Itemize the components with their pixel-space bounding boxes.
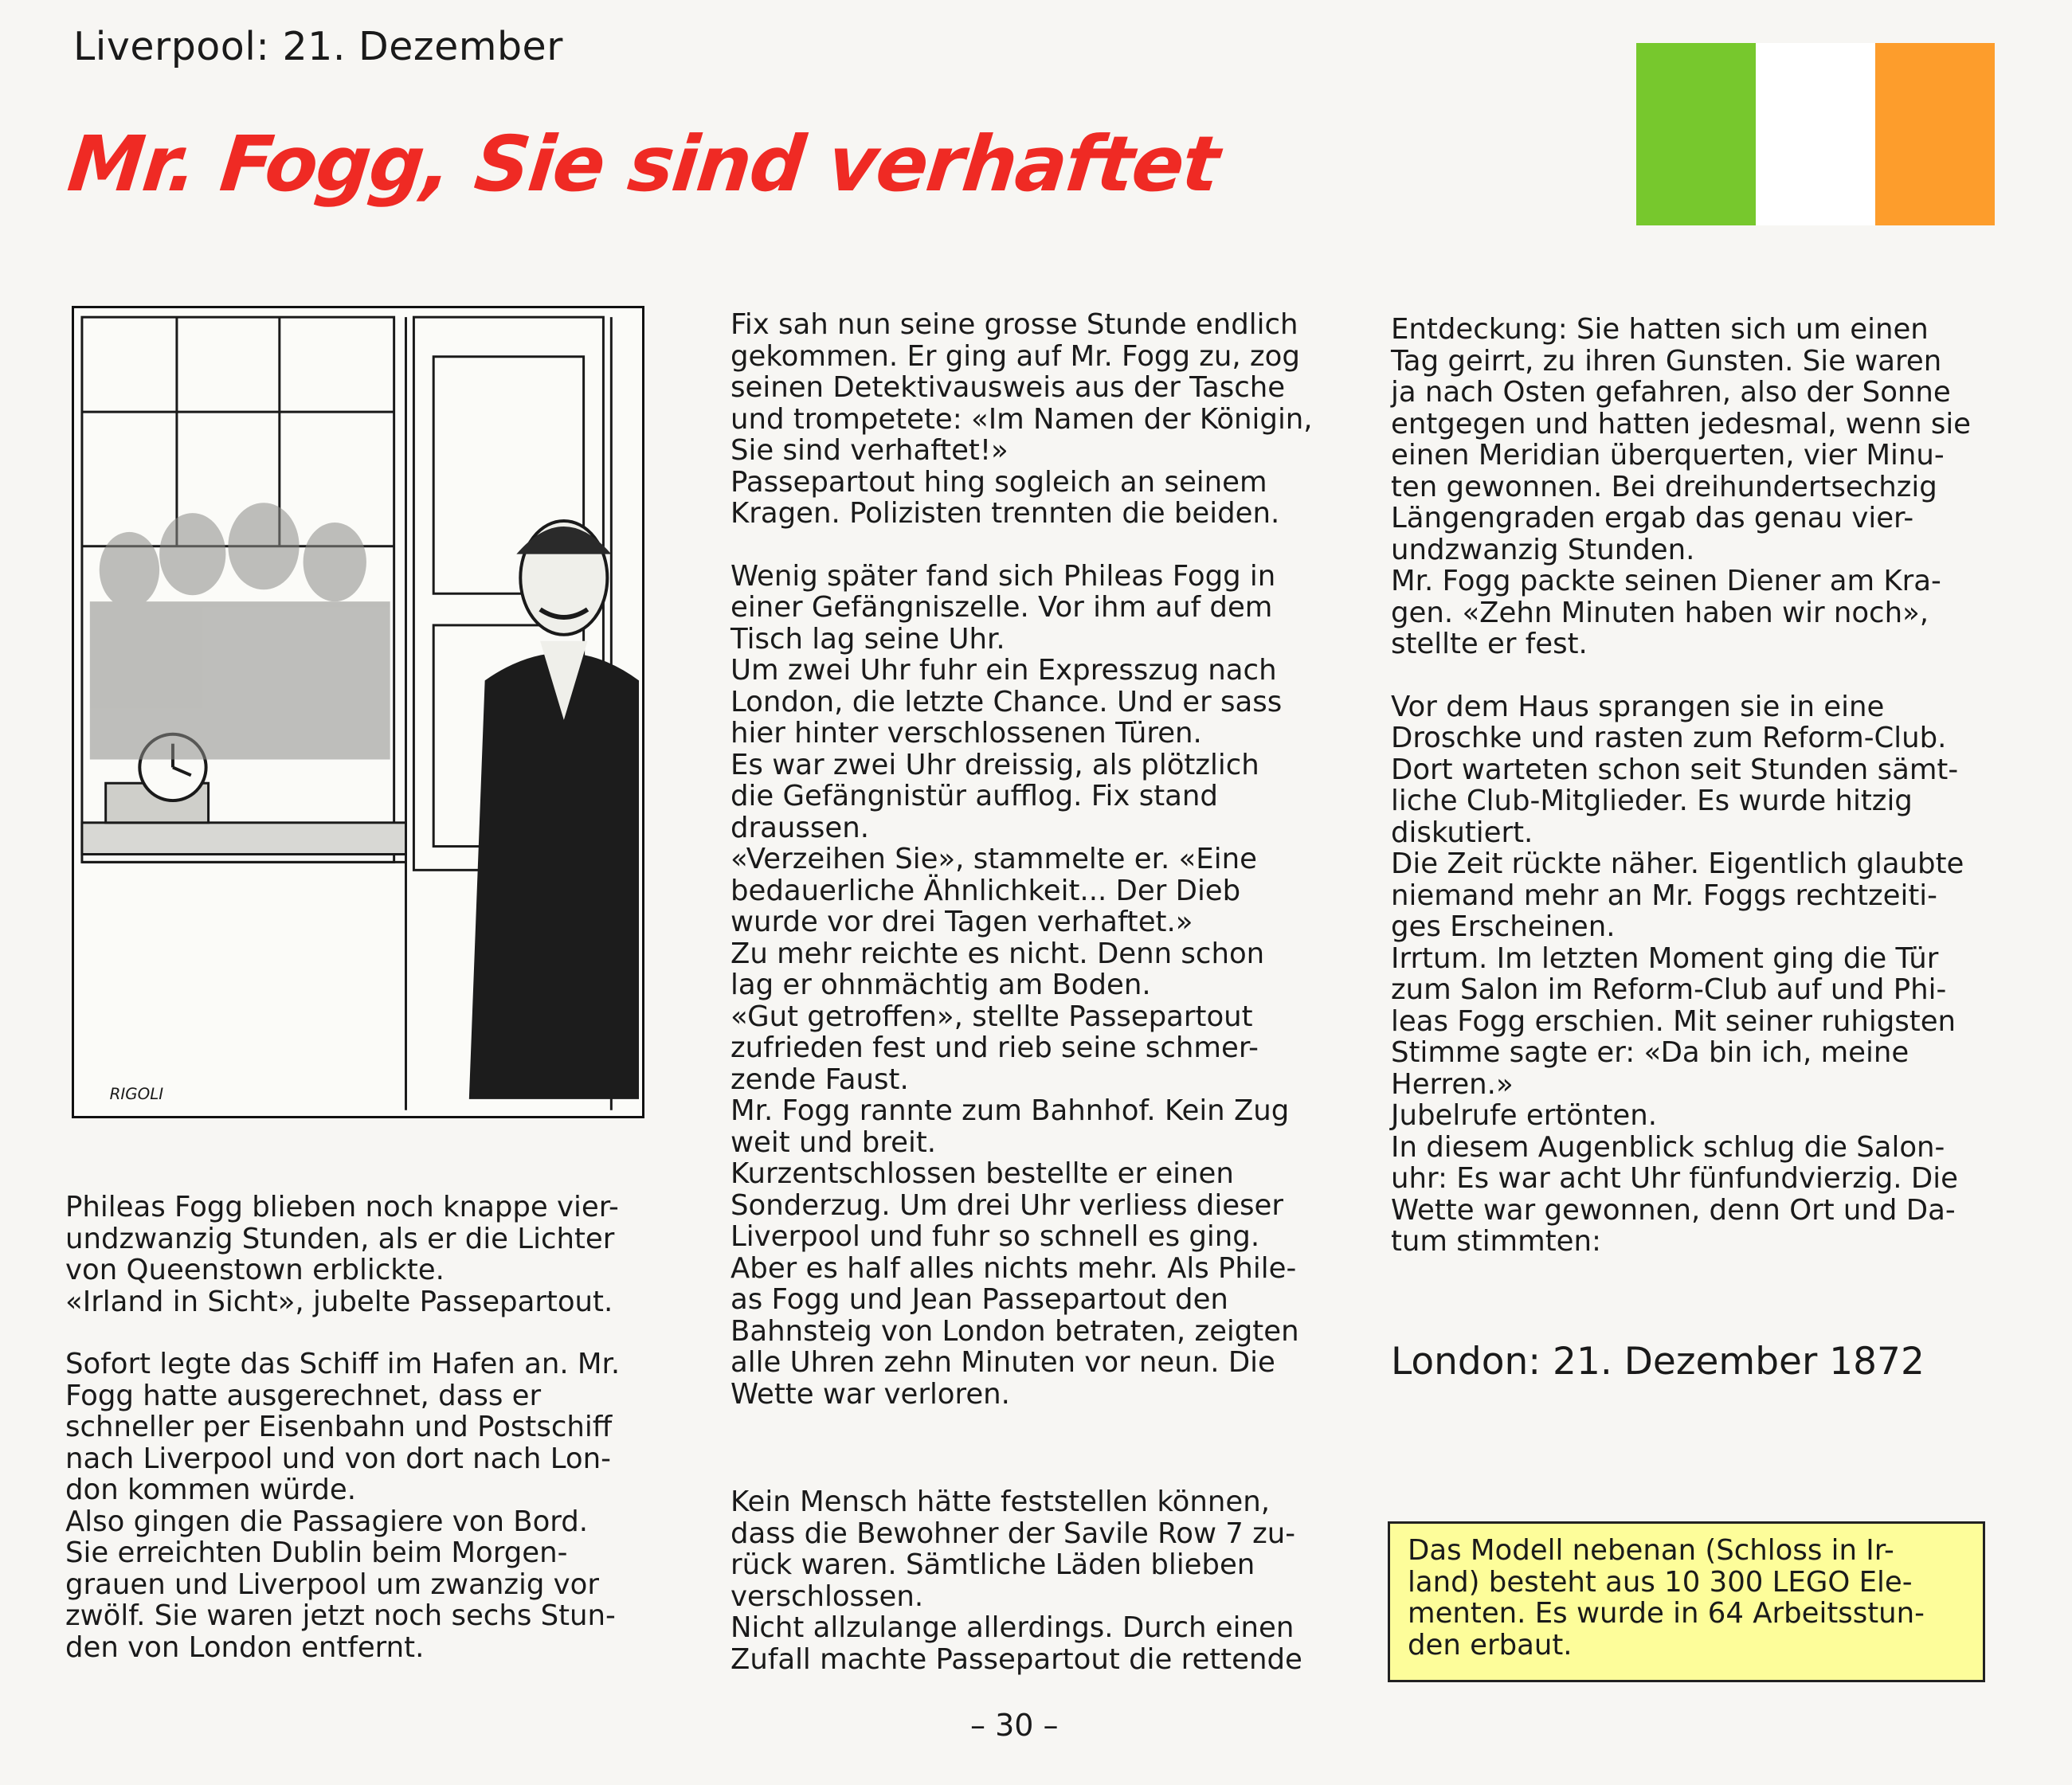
- irish-flag: [1636, 43, 1995, 225]
- flag-band-green: [1636, 43, 1756, 225]
- info-box: [1388, 1521, 1985, 1682]
- column2-paragraph1: Fix sah nun seine grosse Stunde endlich gekommen. Er ging auf Mr. Fogg zu, zog seinen Detektivausweis aus der Tasche und trompetete: «Im Namen der Königin, Sie sind verhaftet!» Passepartout hing sogleich an seinem Kragen. Polizisten trennten die beiden.: [730, 308, 1313, 530]
- illustration-drawing: [74, 308, 642, 1116]
- column-3: [1391, 314, 1990, 1258]
- illustration-signature: RIGOLI: [109, 1084, 164, 1103]
- flag-band-white: [1756, 43, 1875, 225]
- london-dateline: London: 21. Dezember 1872: [1391, 1340, 1925, 1384]
- column-2: [730, 309, 1330, 1410]
- place-date-heading: Liverpool: 21. Dezember: [73, 24, 563, 69]
- headline: Mr. Fogg, Sie sind verhaftet: [64, 119, 1223, 209]
- info-box-text: Das Modell nebenan (Schloss in Ir- land) besteht aus 10 300 LEGO Ele- menten. Es wurde in 64 Arbeitsstun- den erbaut.: [1408, 1534, 1925, 1662]
- column-2-bottom: [730, 1486, 1330, 1675]
- page-number: – 30 –: [970, 1708, 1059, 1743]
- column1-paragraph2: Sofort legte das Schiff im Hafen an. Mr. Fogg hatte ausgerechnet, dass er schneller per Eisenbahn und Postschiff nach Liverpool und von dort nach Lon- don kommen würde. Also gingen die Passagiere von Bord. Sie erreichten Dublin beim Morgen- grauen und Liverpool um zwanzig vor zwölf. Sie waren jetzt noch sechs Stun- den von London entfernt.: [65, 1348, 621, 1664]
- column3-paragraph1: Entdeckung: Sie hatten sich um einen Tag geirrt, zu ihren Gunsten. Sie waren ja nach Osten gefahren, also der Sonne entgegen und hatten jedesmal, wenn sie einen Meridian überquerten, vier Minu- ten gewonnen. Bei dreihundertsechzig Längengraden ergab das genau vier- undzwanzig Stunden. Mr. Fogg packte seinen Diener am Kra- gen. «Zehn Minuten haben wir noch», stellte er fest.: [1391, 313, 1972, 660]
- illustration: [72, 306, 644, 1118]
- column2-paragraph2: Wenig später fand sich Phileas Fogg in einer Gefängniszelle. Vor ihm auf dem Tisch lag seine Uhr. Um zwei Uhr fuhr ein Expresszug nach London, die letzte Chance. Und er sass hier hinter verschlossenen Türen. Es war zwei Uhr dreissig, als plötzlich die Gefängnistür aufflog. Fix stand draussen. «Verzeihen Sie», stammelte er. «Eine bedauerliche Ähnlichkeit... Der Dieb wurde vor drei Tagen verhaftet.» Zu mehr reichte es nicht. Denn schon lag er ohnmächtig am Boden. «Gut getroffen», stellte Passepartout zufrieden fest und rieb seine schmer- zende Faust. Mr. Fogg rannte zum Bahnhof. Kein Zug weit und breit. Kurzentschlossen bestellte er einen Sonderzug. Um drei Uhr verliess dieser Liverpool und fuhr so schnell es ging. Aber es half alles nichts mehr. Als Phile- as Fogg und Jean Passepartout den Bahnsteig von London betraten, zeigten alle Uhren zehn Minuten vor neun. Die Wette war verloren.: [730, 559, 1299, 1411]
- column-1: [65, 1192, 664, 1663]
- flag-band-orange: [1875, 43, 1995, 225]
- column3-paragraph2: Vor dem Haus sprangen sie in eine Droschke und rasten zum Reform-Club. Dort warteten schon seit Stunden sämt- liche Club-Mitglieder. Es wurde hitzig diskutiert. Die Zeit rückte näher. Eigentlich glaubte niemand mehr an Mr. Foggs rechtzeiti- ges Erscheinen. Irrtum. Im letzten Moment ging die Tür zum Salon im Reform-Club auf und Phi- leas Fogg erschien. Mit seiner ruhigsten Stimme sagte er: «Da bin ich, meine Herren.» Jubelrufe ertönten. In diesem Augenblick schlug die Salon- uhr: Es war acht Uhr fünfundvierzig. Die Wette war gewonnen, denn Ort und Da- tum stimmten:: [1391, 690, 1964, 1258]
- column1-paragraph1: Phileas Fogg blieben noch knappe vier- undzwanzig Stunden, als er die Lichter von Queenstown erblickte. «Irland in Sicht», jubelte Passepartout.: [65, 1191, 619, 1318]
- column2-paragraph3: Kein Mensch hätte feststellen können, dass die Bewohner der Savile Row 7 zu- rück waren. Sämtliche Läden blieben verschlossen. Nicht allzulange allerdings. Durch einen Zufall machte Passepartout die rettende: [730, 1486, 1302, 1676]
